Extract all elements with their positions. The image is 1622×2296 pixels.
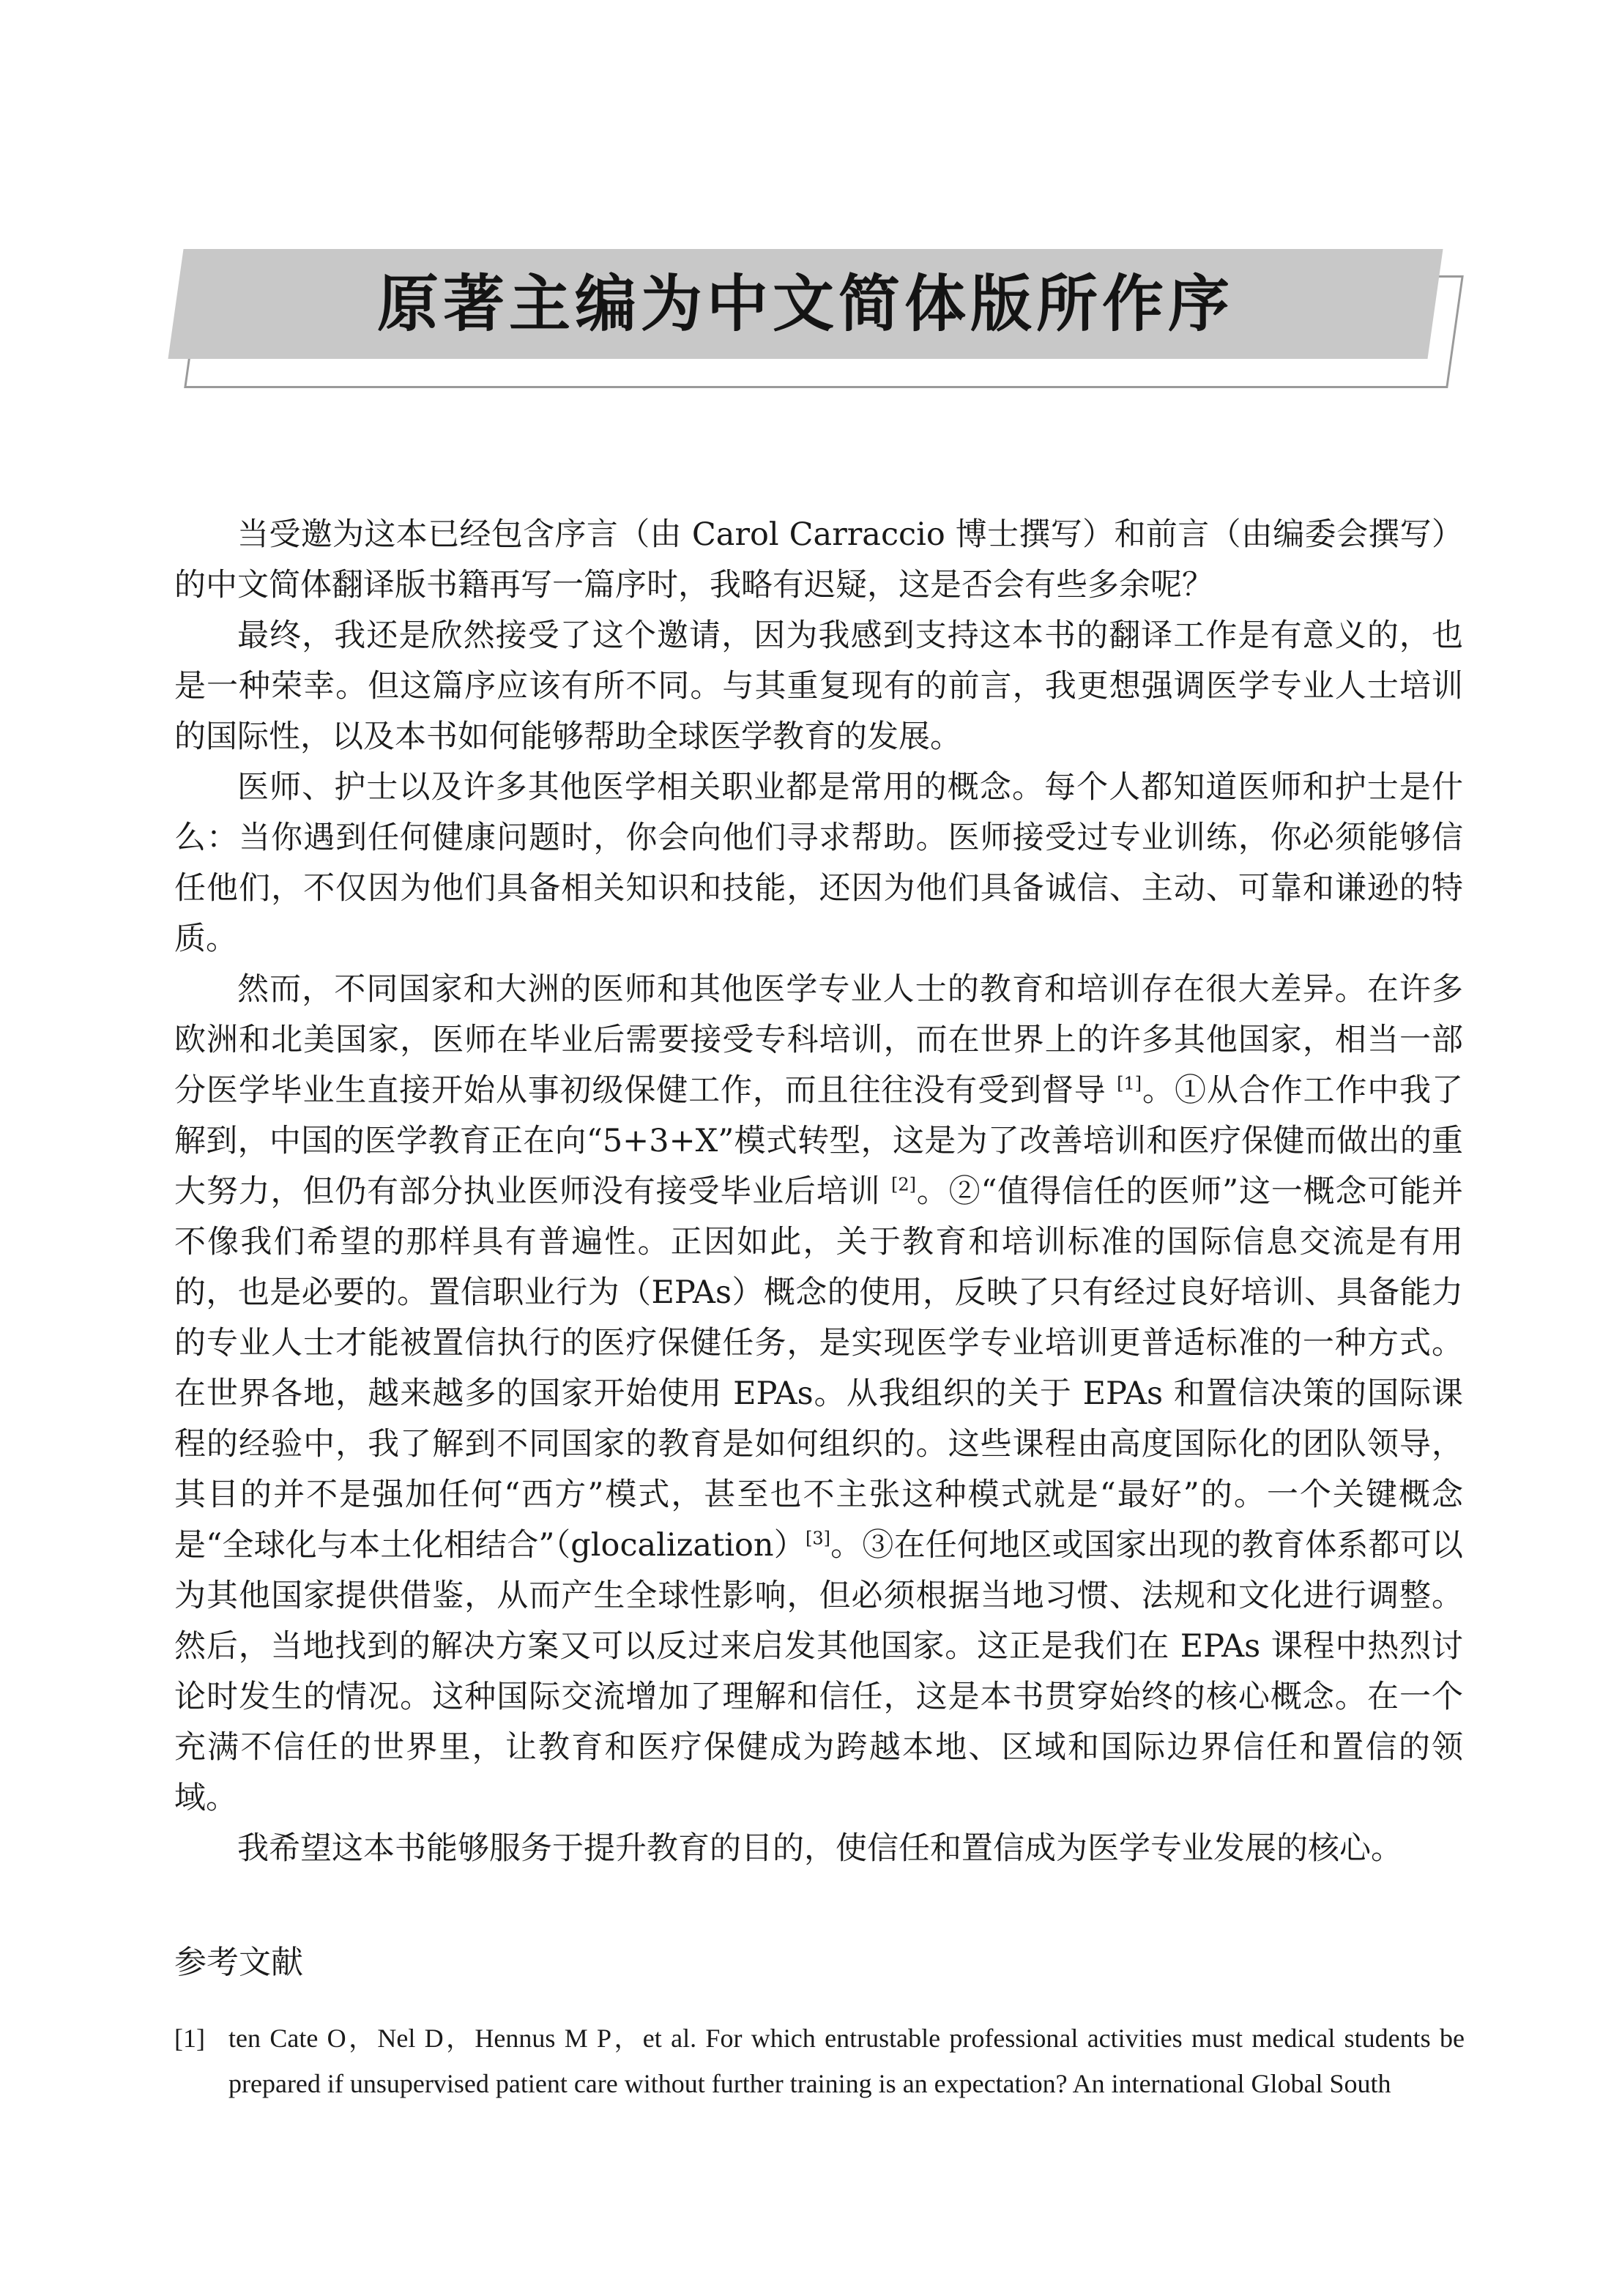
body-paragraph xyxy=(174,611,1463,762)
paragraph-text: 当受邀为这本已经包含序言（由 Carol Carraccio 博士撰写）和前言（由编委会撰写）的中文简体翻译版书籍再写一篇序时，我略有迟疑，这是否会有些多余呢？ xyxy=(174,516,1463,603)
paragraph-text: 。①从合作工作中我了解到，中国的医学教育正在向“5+3+X”模式转型，这是为了改善培训和医疗保健而做出的重大努力，但仍有部分执业医师没有接受毕业后培训 xyxy=(174,1072,1464,1210)
references-list xyxy=(174,2015,1465,2106)
body-paragraph xyxy=(174,965,1463,1824)
paragraph-text: 。②“值得信任的医师”这一概念可能并不像我们希望的那样具有普遍性。正因如此，关于教育和培训标准的国际信息交流是有用的，也是必要的。置信职业行为（EPAs）概念的使用，反映了只有经过良好培训、具备能力的专业人士才能被置信执行的医疗保健任务，是实现医学专业培训更普适标准的一种方式。在世界各地，越来越多的国家开始使用 EPAs。从我组织的关于 EPAs 和置信决策的国际课程的经验中，我了解到不同国家的教育是如何组织的。这些课程由高度国际化的团队领导，其目的并不是强加任何“西方”模式，甚至也不主张这种模式就是“最好”的。一个关键概念是“全球化与本土化相结合”（glocalization） xyxy=(174,1173,1464,1564)
paragraph-text: 然而，不同国家和大洲的医师和其他医学专业人士的教育和培训存在很大差异。在许多欧洲和北美国家，医师在毕业后需要接受专科培训，而在世界上的许多其他国家，相当一部分医学毕业生直接开始从事初级保健工作，而且往往没有受到督导 xyxy=(174,971,1463,1109)
paragraph-text: 医师、护士以及许多其他医学相关职业都是常用的概念。每个人都知道医师和护士是什么：当你遇到任何健康问题时，你会向他们寻求帮助。医师接受过专业训练，你必须能够信任他们，不仅因为他们具备相关知识和技能，还因为他们具备诚信、主动、可靠和谦逊的特质。 xyxy=(174,769,1463,957)
paragraph-text: 我希望这本书能够服务于提升教育的目的，使信任和置信成为医学专业发展的核心。 xyxy=(237,1830,1402,1867)
reference-number: [1] xyxy=(174,2024,205,2053)
citation-marker: [3] xyxy=(805,1528,830,1549)
body-paragraph xyxy=(174,1824,1463,1874)
references-heading: 参考文献 xyxy=(174,1944,303,1981)
body-paragraph xyxy=(174,762,1463,965)
paragraph-text: 最终，我还是欣然接受了这个邀请，因为我感到支持这本书的翻译工作是有意义的，也是一种荣幸。但这篇序应该有所不同。与其重复现有的前言，我更想强调医学专业人士培训的国际性，以及本书如何能够帮助全球医学教育的发展。 xyxy=(174,617,1463,755)
preface-body xyxy=(174,510,1463,1874)
page-title: 原著主编为中文简体版所作序 xyxy=(376,268,1234,340)
paragraph-text: 。③在任何地区或国家出现的教育体系都可以为其他国家提供借鉴，从而产生全球性影响，但必须根据当地习惯、法规和文化进行调整。然后，当地找到的解决方案又可以反过来启发其他国家。这正是我们在 EPAs 课程中热烈讨论时发生的情况。这种国际交流增加了理解和信任，这是本书贯穿始终的核心概念。在一个充满不信任的世界里，让教育和医疗保健成为跨越本地、区域和国际边界信任和置信的领域。 xyxy=(174,1527,1464,1816)
citation-marker: [2] xyxy=(890,1174,916,1195)
body-paragraph xyxy=(174,510,1463,611)
citation-marker: [1] xyxy=(1117,1073,1142,1094)
title-banner xyxy=(176,249,1465,395)
reference-item xyxy=(174,2015,1465,2106)
reference-text: ten Cate O，Nel D，Hennus M P，et al. For which entrustable professional activities must medical students be prepared if unsupervised patient care without further training is an expectation? An international Global South xyxy=(228,2024,1465,2098)
